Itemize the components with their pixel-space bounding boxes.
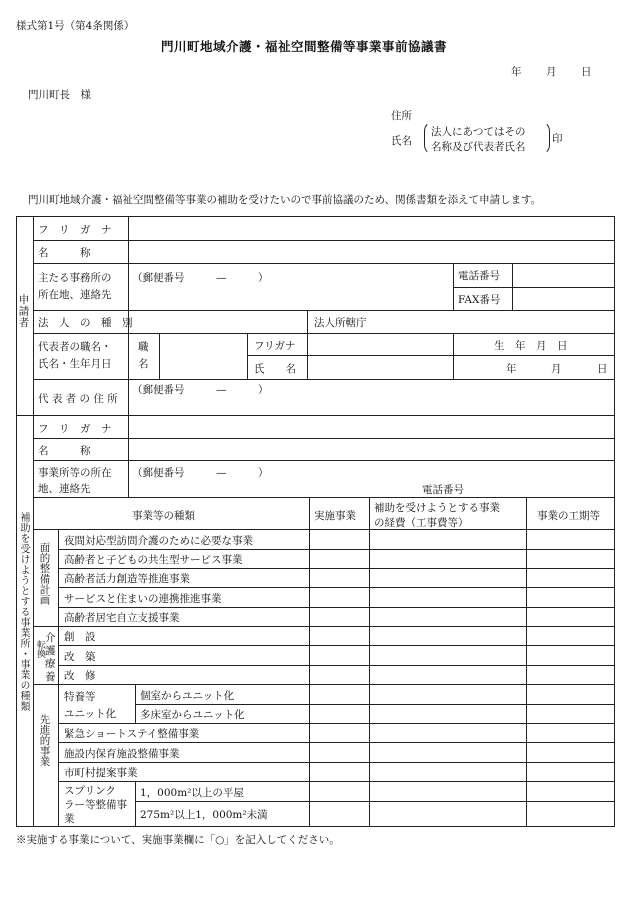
rep-address-input[interactable] (132, 397, 608, 413)
applicant-name-label: 氏名 (391, 135, 412, 147)
applicant-address-input[interactable] (132, 288, 448, 306)
applicant-name-row-label: 名 称 (38, 247, 91, 259)
col-cost-header-2: の経費（工事費等） (374, 517, 469, 529)
col-cost-header-1: 補助を受けようとする事業 (374, 502, 500, 514)
row-label: 改 築 (64, 651, 96, 663)
unit-label-1: 特養等 (64, 691, 96, 703)
applicant-furigana-label: フ リ ガ ナ (38, 224, 112, 236)
phone-label: 電話番号 (458, 270, 500, 282)
implement-cell[interactable] (311, 803, 367, 824)
implement-cell[interactable] (311, 647, 367, 663)
office-label-2: 所在地、連絡先 (38, 289, 112, 301)
col-type-header: 事業等の種類 (132, 510, 195, 522)
authority-label: 法人所轄庁 (314, 317, 367, 329)
facility-office-label-2: 地、連絡先 (38, 483, 91, 495)
rep-label-2: 氏名・生年月日 (38, 358, 112, 370)
row-label: 275m²以上1，000m²未満 (140, 809, 268, 821)
facility-furigana-label: フ リ ガ ナ (38, 423, 112, 435)
rep-title-input[interactable] (163, 340, 243, 370)
row-label: 1，000m²以上の平屋 (140, 787, 244, 799)
row-label: 高齢者活力創造等推進事業 (64, 573, 190, 585)
implement-cell[interactable] (311, 666, 367, 682)
fax-input[interactable] (516, 290, 610, 308)
applicant-section-label: 申請者 (17, 294, 30, 329)
sprinkler-label-1: スプリンク (64, 785, 116, 797)
intro-text: 門川町地域介護・福祉空間整備等事業の補助を受けたいので事前協議のため、関係書類を添えて申請します。 (28, 194, 542, 206)
applicant-address-label: 住所 (391, 110, 412, 122)
group-kaigo-1: 介 (45, 632, 56, 644)
sprinkler-label-3: 業 (64, 813, 75, 825)
title-label-1: 職 (138, 341, 149, 353)
col-period-header: 事業の工期等 (537, 510, 600, 522)
rep-label-1: 代表者の職名・ (38, 341, 112, 353)
implement-cell[interactable] (311, 744, 367, 760)
rep-name-label: 氏 名 (254, 363, 296, 375)
group-kaigo-2: 護 (45, 645, 56, 657)
date-year-label: 年 (511, 66, 522, 78)
birth-month-label: 月 (551, 363, 562, 375)
col-implement-header: 実施事業 (314, 510, 356, 522)
row-label: 夜間対応型訪問介護のために必要な事業 (64, 535, 253, 547)
implement-cell[interactable] (311, 763, 367, 779)
implement-cell[interactable] (311, 569, 367, 585)
implement-cell[interactable] (311, 686, 367, 702)
rep-furigana-input[interactable] (311, 336, 449, 353)
date-day-label: 日 (581, 66, 592, 78)
facility-name-input[interactable] (132, 441, 608, 458)
title-label-2: 名 (138, 358, 149, 370)
row-label: 高齢者と子どもの共生型サービス事業 (64, 554, 243, 566)
paren-line-1: 法人にあつてはその (431, 126, 526, 138)
birth-day-label: 日 (597, 363, 608, 375)
form-number: 様式第1号（第4条関係） (16, 20, 135, 32)
office-label-1: 主たる事務所の (38, 272, 112, 284)
rep-furigana-label: フリガナ (254, 340, 296, 352)
birth-label: 生 年 月 日 (494, 340, 568, 352)
group-tenkan: 転換 (35, 640, 45, 658)
implement-cell[interactable] (311, 724, 367, 740)
row-label: 創 設 (64, 631, 96, 643)
group-area-plan: 面的整備計画 (38, 542, 51, 605)
seal-mark: 印 (552, 133, 563, 145)
implement-cell[interactable] (311, 783, 367, 799)
rep-postal: （郵便番号 — ） (132, 384, 269, 396)
facility-phone-label: 電話番号 (422, 484, 464, 496)
applicant-name-input[interactable] (132, 243, 608, 261)
rep-address-label: 代 表 者 の 住 所 (38, 393, 118, 405)
row-label: 施設内保育施設整備事業 (64, 748, 180, 760)
facility-postal: （郵便番号 — ） (132, 467, 269, 479)
corp-type-input[interactable] (132, 313, 302, 331)
applicant-postal: （郵便番号 — ） (132, 272, 269, 284)
footnote: ※実施する事業について、実施事業欄に「○」を記入してください。 (16, 834, 340, 846)
paren-line-2: 名称及び代表者氏名 (431, 141, 526, 153)
addressee: 門川町長 様 (28, 89, 91, 101)
implement-cell[interactable] (311, 531, 367, 547)
row-label: 高齢者居宅自立支援事業 (64, 612, 180, 624)
birth-year-label: 年 (506, 363, 517, 375)
facility-address-input[interactable] (132, 480, 412, 495)
row-label: 市町村提案事業 (64, 767, 138, 779)
row-label: 改 修 (64, 670, 96, 682)
authority-input[interactable] (378, 313, 608, 331)
implement-cell[interactable] (311, 589, 367, 605)
group-advanced: 先進的事業 (38, 714, 51, 767)
group-kaigo-4: 養 (45, 671, 56, 683)
page-title: 門川町地域介護・福祉空間整備等事業事前協議書 (161, 39, 448, 54)
row-label: 個室からユニット化 (140, 690, 235, 702)
sprinkler-label-2: ラー等整備事 (64, 799, 127, 811)
unit-label-2: ユニット化 (64, 708, 117, 720)
implement-cell[interactable] (311, 550, 367, 566)
implement-cell[interactable] (311, 608, 367, 624)
fax-label: FAX番号 (458, 294, 501, 306)
implement-cell[interactable] (311, 627, 367, 643)
facility-furigana-input[interactable] (132, 419, 608, 436)
date-month-label: 月 (546, 66, 557, 78)
row-label: サービスと住まいの連携推進事業 (64, 593, 222, 605)
facility-name-label: 名 称 (38, 445, 91, 457)
corp-type-label: 法 人 の 種 別 (38, 317, 133, 329)
rep-name-input[interactable] (311, 359, 449, 376)
row-label: 緊急ショートステイ整備事業 (64, 728, 200, 740)
implement-cell[interactable] (311, 705, 367, 721)
group-kaigo-3: 療 (45, 658, 56, 670)
facility-office-label-1: 事業所等の所在 (38, 467, 112, 479)
facility-section-label: 補助を受けようとする事業所・事業の種類 (18, 512, 29, 712)
applicant-furigana-input[interactable] (132, 220, 608, 238)
row-label: 多床室からユニット化 (140, 709, 245, 721)
phone-input[interactable] (516, 266, 610, 284)
